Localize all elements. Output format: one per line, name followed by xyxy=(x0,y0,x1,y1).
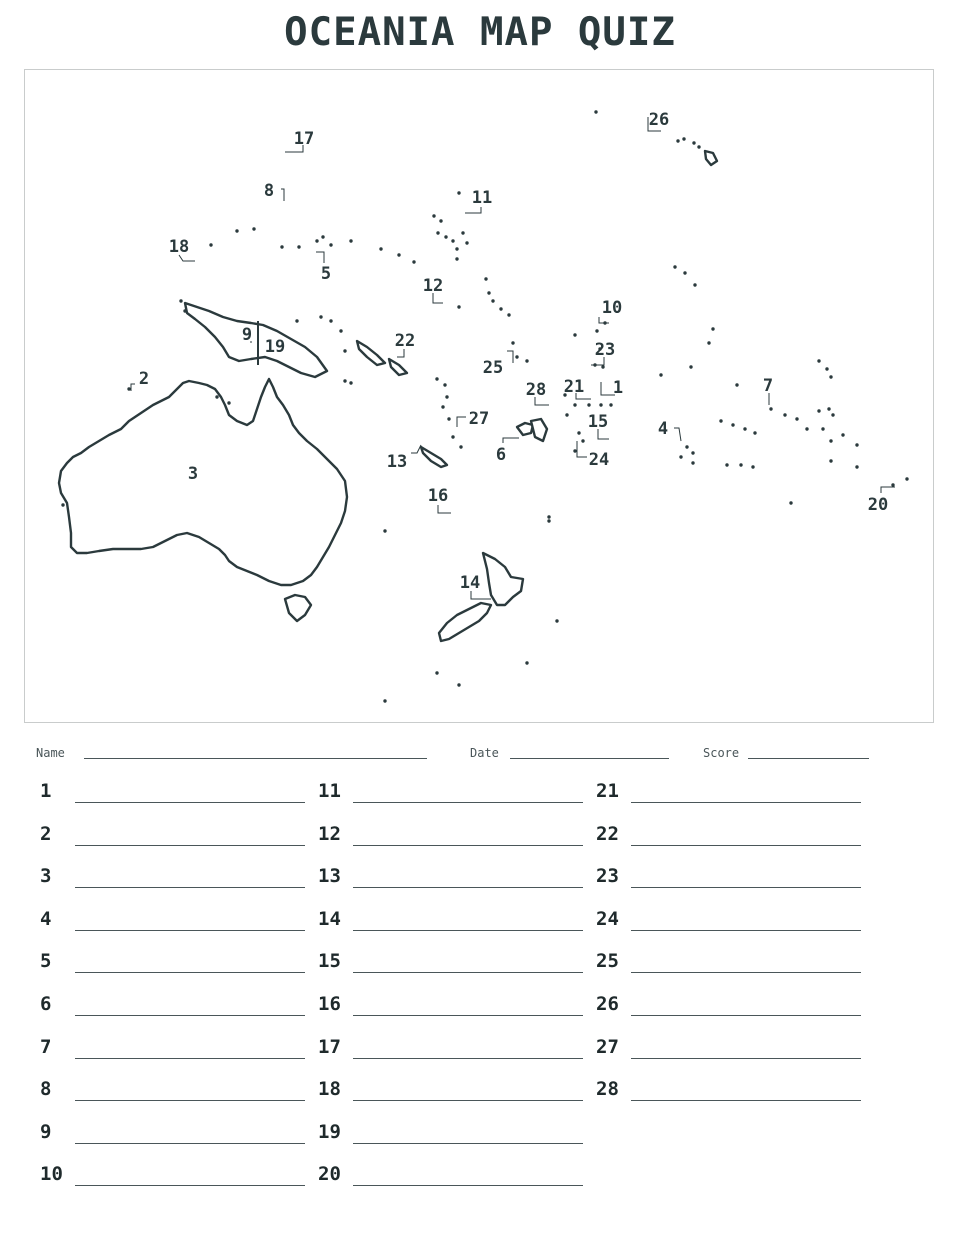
island-dot xyxy=(829,459,832,462)
island-dot xyxy=(349,381,352,384)
island-dot xyxy=(841,433,844,436)
island-dot xyxy=(511,341,514,344)
map-label-3: 3 xyxy=(187,464,199,484)
map-label-20: 20 xyxy=(867,495,889,515)
island-dot xyxy=(183,309,186,312)
island-dot xyxy=(319,315,322,318)
island-dot xyxy=(725,463,728,466)
island-dot xyxy=(855,443,858,446)
answer-line-27[interactable] xyxy=(631,1058,861,1059)
island-dot xyxy=(447,417,450,420)
answer-line-1[interactable] xyxy=(75,802,305,803)
solomon-island-2 xyxy=(389,359,407,375)
map-label-14: 14 xyxy=(459,573,481,593)
island-dot xyxy=(829,375,832,378)
island-dot xyxy=(484,277,487,280)
island-dot xyxy=(329,243,332,246)
map-label-12: 12 xyxy=(422,276,444,296)
answer-number-26: 26 xyxy=(596,993,619,1015)
island-dot xyxy=(601,365,604,368)
answer-number-15: 15 xyxy=(318,950,341,973)
answer-line-5[interactable] xyxy=(75,972,305,973)
island-dot xyxy=(565,413,568,416)
island-dot xyxy=(831,413,834,416)
australia-landmass xyxy=(59,379,347,585)
answer-number-20: 20 xyxy=(318,1163,341,1186)
answer-line-12[interactable] xyxy=(353,845,583,846)
island-dot xyxy=(487,291,490,294)
island-dot xyxy=(465,241,468,244)
island-dot xyxy=(343,379,346,382)
island-dot xyxy=(676,139,679,142)
island-dot xyxy=(769,407,772,410)
island-dot xyxy=(573,333,576,336)
answer-line-7[interactable] xyxy=(75,1058,305,1059)
island-dot xyxy=(743,427,746,430)
map-label-19: 19 xyxy=(264,337,286,357)
island-dot xyxy=(61,503,64,506)
island-dot xyxy=(751,465,754,468)
island-dot xyxy=(827,407,830,410)
answer-number-5: 5 xyxy=(40,950,52,973)
map-label-8: 8 xyxy=(263,181,275,201)
island-dot xyxy=(855,465,858,468)
label-leader-line xyxy=(316,252,324,263)
map-label-7: 7 xyxy=(762,376,774,396)
island-dot xyxy=(444,235,447,238)
island-dot xyxy=(789,501,792,504)
answer-line-6[interactable] xyxy=(75,1015,305,1016)
island-dot xyxy=(455,257,458,260)
island-dot xyxy=(719,419,722,422)
answer-line-8[interactable] xyxy=(75,1100,305,1101)
island-dot xyxy=(252,227,255,230)
answer-line-18[interactable] xyxy=(353,1100,583,1101)
island-dot xyxy=(515,355,518,358)
answer-line-19[interactable] xyxy=(353,1143,583,1144)
label-leader-line xyxy=(411,445,421,453)
island-dot xyxy=(891,483,894,486)
label-leader-line xyxy=(281,189,284,201)
new-caledonia xyxy=(421,447,447,467)
island-dot xyxy=(329,319,332,322)
name-field[interactable] xyxy=(84,758,427,759)
island-dot xyxy=(457,191,460,194)
label-leader-line xyxy=(457,417,466,427)
answer-line-24[interactable] xyxy=(631,930,861,931)
island-dot xyxy=(436,231,439,234)
score-field[interactable] xyxy=(748,758,869,759)
island-dot xyxy=(179,299,182,302)
answer-number-24: 24 xyxy=(596,907,619,930)
island-dot xyxy=(457,683,460,686)
map-frame xyxy=(24,69,934,723)
island-dot xyxy=(697,145,700,148)
island-dot xyxy=(795,417,798,420)
island-dot xyxy=(805,427,808,430)
hawaii-big-island xyxy=(705,151,717,165)
island-dot xyxy=(555,619,558,622)
island-dot xyxy=(609,403,612,406)
island-dot xyxy=(441,405,444,408)
island-dot xyxy=(379,247,382,250)
island-dot xyxy=(817,409,820,412)
map-label-18: 18 xyxy=(168,237,190,257)
island-dot xyxy=(685,445,688,448)
map-label-11: 11 xyxy=(471,188,493,208)
answer-number-10: 10 xyxy=(40,1163,63,1186)
island-dot xyxy=(383,529,386,532)
map-label-10: 10 xyxy=(601,298,623,318)
label-leader-line xyxy=(438,505,451,513)
answer-number-9: 9 xyxy=(40,1120,52,1143)
answer-line-10[interactable] xyxy=(75,1185,305,1186)
island-dot xyxy=(673,265,676,268)
answer-line-20[interactable] xyxy=(353,1185,583,1186)
answer-number-11: 11 xyxy=(318,780,341,802)
answer-number-12: 12 xyxy=(318,822,341,845)
island-dot xyxy=(753,431,756,434)
island-dot xyxy=(783,413,786,416)
island-dot xyxy=(547,519,550,522)
island-dot xyxy=(825,367,828,370)
island-dot xyxy=(451,435,454,438)
answer-line-22[interactable] xyxy=(631,845,861,846)
island-dot xyxy=(577,431,580,434)
label-leader-line xyxy=(503,438,519,443)
answer-line-3[interactable] xyxy=(75,887,305,888)
island-dot xyxy=(349,239,352,242)
island-dot xyxy=(525,359,528,362)
island-dot xyxy=(235,229,238,232)
date-label: Date xyxy=(470,746,499,760)
answer-line-2[interactable] xyxy=(75,845,305,846)
fiji-main xyxy=(517,423,533,435)
solomon-island xyxy=(357,341,385,365)
island-dot xyxy=(711,327,714,330)
fiji-vanua xyxy=(531,419,547,441)
map-label-5: 5 xyxy=(320,264,332,284)
answer-number-22: 22 xyxy=(596,822,619,845)
island-dot xyxy=(587,403,590,406)
island-dot xyxy=(693,283,696,286)
map-label-25: 25 xyxy=(482,358,504,378)
answer-line-4[interactable] xyxy=(75,930,305,931)
island-dot xyxy=(599,403,602,406)
answer-number-19: 19 xyxy=(318,1120,341,1143)
map-label-28: 28 xyxy=(525,380,547,400)
island-dot xyxy=(581,439,584,442)
island-dot xyxy=(280,245,283,248)
island-dot xyxy=(547,515,550,518)
island-dot xyxy=(461,231,464,234)
answer-number-25: 25 xyxy=(596,950,619,973)
island-dot xyxy=(432,214,435,217)
map-label-1: 1 xyxy=(612,378,624,398)
island-dot xyxy=(435,377,438,380)
map-label-4: 4 xyxy=(657,419,669,439)
island-dot xyxy=(499,307,502,310)
answer-line-26[interactable] xyxy=(631,1015,861,1016)
map-label-15: 15 xyxy=(587,412,609,432)
island-dot xyxy=(315,239,318,242)
island-dot xyxy=(227,401,230,404)
answer-number-7: 7 xyxy=(40,1035,52,1058)
map-label-26: 26 xyxy=(648,110,670,130)
answer-number-17: 17 xyxy=(318,1035,341,1058)
island-dot xyxy=(339,329,342,332)
answer-line-28[interactable] xyxy=(631,1100,861,1101)
answer-line-21[interactable] xyxy=(631,802,861,803)
island-dot xyxy=(683,271,686,274)
island-dot xyxy=(209,243,212,246)
island-dot xyxy=(707,341,710,344)
island-dot xyxy=(321,235,324,238)
island-dot xyxy=(739,463,742,466)
answer-number-6: 6 xyxy=(40,993,52,1015)
answer-number-1: 1 xyxy=(40,780,52,802)
island-dot xyxy=(829,439,832,442)
island-dot xyxy=(905,477,908,480)
answer-number-21: 21 xyxy=(596,780,619,802)
answer-number-28: 28 xyxy=(596,1078,619,1101)
label-leader-line xyxy=(507,351,513,363)
date-field[interactable] xyxy=(510,758,669,759)
island-dot xyxy=(682,137,685,140)
oceania-map xyxy=(25,70,933,722)
score-label: Score xyxy=(703,746,740,760)
nz-north-island xyxy=(483,553,523,605)
island-dot xyxy=(439,219,442,222)
map-label-23: 23 xyxy=(594,340,616,360)
map-label-24: 24 xyxy=(588,450,610,470)
answer-number-18: 18 xyxy=(318,1078,341,1101)
answer-line-13[interactable] xyxy=(353,887,583,888)
map-label-13: 13 xyxy=(386,452,408,472)
map-label-22: 22 xyxy=(394,331,416,351)
answer-number-3: 3 xyxy=(40,865,52,888)
answer-line-17[interactable] xyxy=(353,1058,583,1059)
answer-number-2: 2 xyxy=(40,822,52,845)
island-dot xyxy=(735,383,738,386)
answer-number-14: 14 xyxy=(318,907,341,930)
island-dot xyxy=(659,373,662,376)
island-dot xyxy=(455,247,458,250)
island-dot xyxy=(443,383,446,386)
tasmania-landmass xyxy=(285,595,311,621)
island-dot xyxy=(343,349,346,352)
island-dot xyxy=(297,245,300,248)
nz-south-island xyxy=(439,603,491,641)
island-dot xyxy=(821,427,824,430)
answer-number-27: 27 xyxy=(596,1035,619,1058)
island-dot xyxy=(435,671,438,674)
island-dot xyxy=(817,359,820,362)
island-dot xyxy=(412,260,415,263)
island-dot xyxy=(457,305,460,308)
answer-number-13: 13 xyxy=(318,865,341,888)
label-leader-line xyxy=(881,487,895,493)
island-dot xyxy=(507,313,510,316)
answer-line-15[interactable] xyxy=(353,972,583,973)
answer-line-16[interactable] xyxy=(353,1015,583,1016)
name-label: Name xyxy=(36,746,65,760)
map-label-9: 9 xyxy=(241,325,253,345)
answer-line-11[interactable] xyxy=(353,802,583,803)
label-leader-line xyxy=(674,428,681,441)
new-guinea-landmass xyxy=(185,303,327,377)
answer-line-25[interactable] xyxy=(631,972,861,973)
island-dot xyxy=(594,110,597,113)
label-leader-line xyxy=(131,384,135,391)
island-dot xyxy=(445,395,448,398)
island-dot xyxy=(491,299,494,302)
island-dot xyxy=(127,387,130,390)
answer-line-9[interactable] xyxy=(75,1143,305,1144)
island-dot xyxy=(689,365,692,368)
island-dot xyxy=(459,445,462,448)
answer-line-23[interactable] xyxy=(631,887,861,888)
island-dot xyxy=(451,239,454,242)
answer-line-14[interactable] xyxy=(353,930,583,931)
island-dot xyxy=(397,253,400,256)
answer-number-23: 23 xyxy=(596,865,619,888)
page-title: OCEANIA MAP QUIZ xyxy=(284,10,676,55)
island-dot xyxy=(573,449,576,452)
island-dot xyxy=(215,395,218,398)
island-dot xyxy=(679,455,682,458)
island-dot xyxy=(691,451,694,454)
island-dot xyxy=(731,423,734,426)
map-label-21: 21 xyxy=(563,377,585,397)
answer-number-8: 8 xyxy=(40,1078,52,1101)
map-label-27: 27 xyxy=(468,409,490,429)
map-label-16: 16 xyxy=(427,486,449,506)
map-label-17: 17 xyxy=(293,129,315,149)
island-dot xyxy=(525,661,528,664)
island-dot xyxy=(595,329,598,332)
island-dot xyxy=(691,461,694,464)
answer-number-16: 16 xyxy=(318,993,341,1015)
map-label-2: 2 xyxy=(138,369,150,389)
answer-number-4: 4 xyxy=(40,907,52,930)
island-dot xyxy=(573,403,576,406)
island-dot xyxy=(295,319,298,322)
island-dot xyxy=(692,141,695,144)
label-leader-line xyxy=(577,441,587,457)
map-label-6: 6 xyxy=(495,445,507,465)
island-dot xyxy=(383,699,386,702)
